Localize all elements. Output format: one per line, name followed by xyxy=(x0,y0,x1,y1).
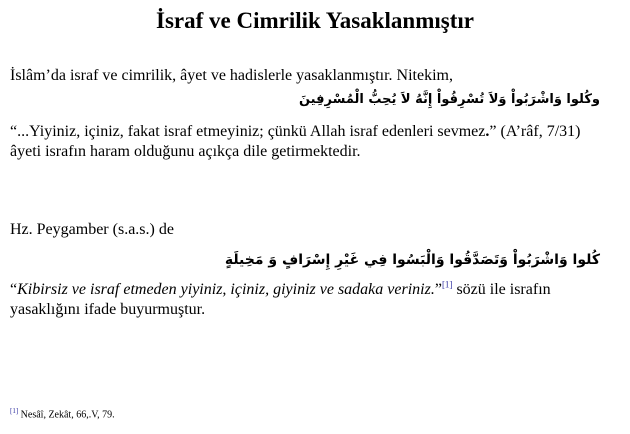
verse-translation-paragraph xyxy=(10,122,610,162)
hadith-conclusion-text: sözü ile israfın yasaklığını ifade buyurmuştur. xyxy=(10,281,551,318)
footnote xyxy=(10,404,115,422)
footnote-mark[interactable]: [1] xyxy=(10,407,19,415)
intro-paragraph xyxy=(10,66,610,86)
quote-dot: . xyxy=(485,123,490,140)
arabic-hadith: كُلوا وَاشْرَبُواْ وَتَصَدَّقُوا وَالْبَسُوا فِي غَيْرِ إِسْرَافٍ وَ مَخِيلَةٍ xyxy=(224,252,600,268)
hadith-translation-quote: Kibirsiz ve israf etmeden yiyiniz, içiniz, giyiniz ve sadaka veriniz. xyxy=(17,281,435,298)
intro-text: İslâm’da israf ve cimrilik, âyet ve hadislerle yasaklanmıştır. Nitekim, xyxy=(10,67,453,84)
hadith-translation-paragraph xyxy=(10,280,610,320)
prophet-intro-text: Hz. Peygamber (s.a.s.) de xyxy=(10,221,174,238)
arabic-verse: وكُلوا وَاشْرَبُواْ وَلاَ تُسْرِفُواْ إِنَّهُ لاَ يُحِبُّ الْمُسْرِفِينَ xyxy=(298,92,600,107)
verse-translation-quote: “...Yiyiniz, içiniz, fakat israf etmeyiniz; çünkü Allah israf edenleri sevmez xyxy=(10,123,486,140)
prophet-intro-paragraph xyxy=(10,220,610,240)
open-quote: “ xyxy=(10,281,18,298)
footnote-reference-link[interactable]: [1] xyxy=(441,279,453,290)
page-title: İsraf ve Cimrilik Yasaklanmıştır xyxy=(156,8,474,33)
verse-reference-text: ” (A’râf, 7/31) âyeti israfın haram olduğunu açıkça dile getirmektedir. xyxy=(10,123,581,160)
close-quote: ” xyxy=(434,281,442,298)
footnote-text: Nesâî, Zekât, 66,.V, 79. xyxy=(18,409,115,421)
